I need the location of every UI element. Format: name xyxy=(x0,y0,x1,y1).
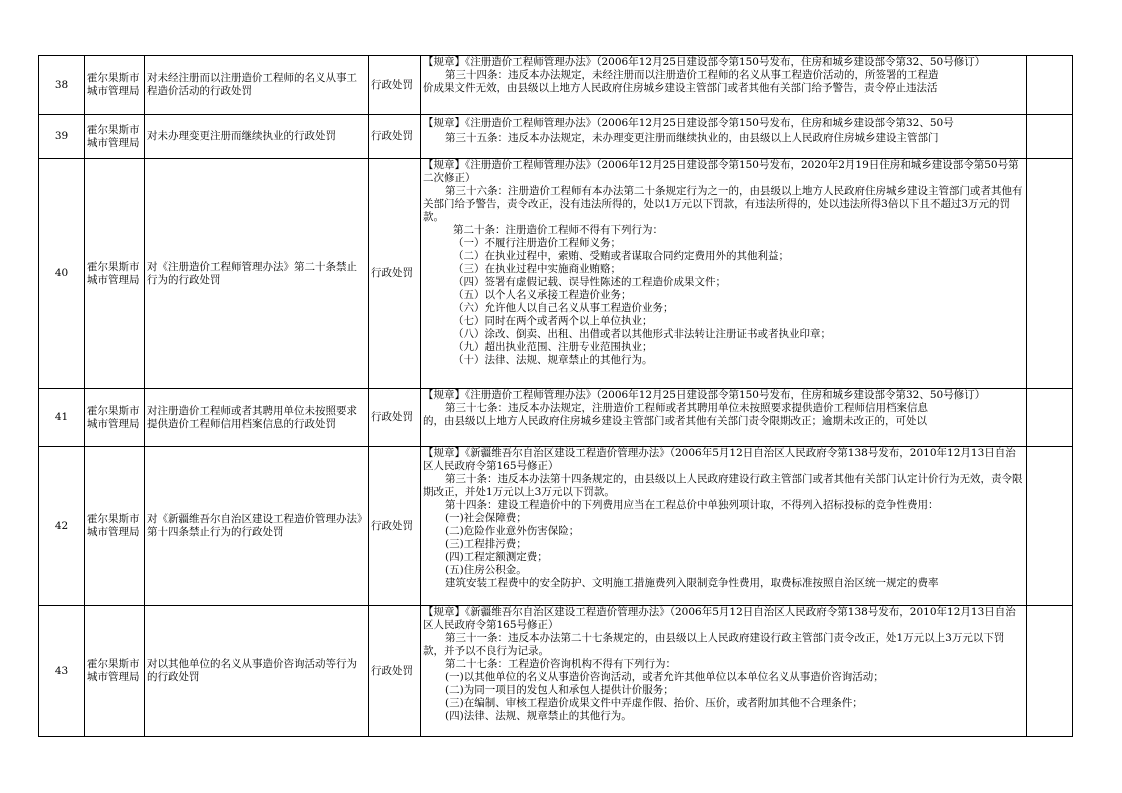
legal-basis-cell xyxy=(421,159,1027,389)
legal-basis-cell xyxy=(421,606,1027,737)
basis-line: (二)危险作业意外伤害保险； xyxy=(445,525,580,537)
penalty-type-cell: 行政处罚 xyxy=(369,56,421,115)
table-row xyxy=(39,389,1073,447)
penalty-table xyxy=(38,55,1073,737)
basis-line: 第三十五条：违反本办法规定，未办理变更注册而继续执业的，由县级以上人民政府住房城乡建设主管部门 xyxy=(445,132,939,144)
basis-line: (四)法律、法规、规章禁止的其他行为。 xyxy=(445,710,632,722)
basis-line: (三)在编制、审核工程造价成果文件中弄虚作假、抬价、压价，或者附加其他不合理条件； xyxy=(445,697,863,709)
penalty-type-cell: 行政处罚 xyxy=(369,389,421,447)
basis-line: 【规章】《注册造价工程师管理办法》（2006年12月25日建设部令第150号发布，住房和城乡建设部令第32、50号修订） xyxy=(423,56,986,68)
department-cell: 霍尔果斯市城市管理局 xyxy=(85,56,145,115)
basis-line: 【规章】《新疆维吾尔自治区建设工程造价管理办法》（2006年5月12日自治区人民政府令第138号发布，2010年12月13日自治区人民政府令第165号修正） xyxy=(423,447,1016,472)
basis-line: （三）在执业过程中实施商业贿赂； xyxy=(453,263,621,275)
item-name-cell: 对未办理变更注册而继续执业的行政处罚 xyxy=(145,115,369,159)
basis-line: (四)工程定额测定费； xyxy=(445,551,548,563)
basis-line: 【规章】《注册造价工程师管理办法》（2006年12月25日建设部令第150号发布，2020年2月19日住房和城乡建设部令第50号第二次修正） xyxy=(423,159,1019,184)
item-name-cell: 对《注册造价工程师管理办法》第二十条禁止行为的行政处罚 xyxy=(145,159,369,389)
remarks-cell xyxy=(1027,447,1073,606)
penalty-type-cell: 行政处罚 xyxy=(369,447,421,606)
table-row xyxy=(39,115,1073,159)
item-name-cell: 对注册造价工程师或者其聘用单位未按照要求提供造价工程师信用档案信息的行政处罚 xyxy=(145,389,369,447)
basis-line: （十）法律、法规、规章禁止的其他行为。 xyxy=(453,354,653,366)
row-number: 40 xyxy=(39,159,85,389)
basis-line: 第三十四条：违反本办法规定，未经注册而以注册造价工程师的名义从事工程造价活动的，所签署的工程造 xyxy=(445,69,939,81)
row-number: 39 xyxy=(39,115,85,159)
basis-line: （九）超出执业范围、注册专业范围执业； xyxy=(453,341,653,353)
row-number: 41 xyxy=(39,389,85,447)
legal-basis-cell xyxy=(421,56,1027,115)
item-name-cell: 对《新疆维吾尔自治区建设工程造价管理办法》第十四条禁止行为的行政处罚 xyxy=(145,447,369,606)
remarks-cell xyxy=(1027,115,1073,159)
basis-line: 第二十条：注册造价工程师不得有下列行为： xyxy=(453,224,663,236)
department-cell: 霍尔果斯市城市管理局 xyxy=(85,389,145,447)
department-cell: 霍尔果斯市城市管理局 xyxy=(85,447,145,606)
basis-line: (一)以其他单位的名义从事造价咨询活动，或者允许其他单位以本单位名义从事造价咨询活动； xyxy=(445,671,884,683)
table-row xyxy=(39,56,1073,115)
remarks-cell xyxy=(1027,56,1073,115)
basis-line: （六）允许他人以自己名义从事工程造价业务； xyxy=(453,302,674,314)
basis-line: 的，由县级以上地方人民政府住房城乡建设主管部门或者其他有关部门责令限期改正；逾期未改正的，可处以 xyxy=(423,415,927,427)
remarks-cell xyxy=(1027,389,1073,447)
basis-line: （二）在执业过程中，索贿、受贿或者谋取合同约定费用外的其他利益； xyxy=(453,250,789,262)
basis-line: 价成果文件无效，由县级以上地方人民政府住房城乡建设主管部门或者其他有关部门给予警告，责令停止违法活 xyxy=(423,82,938,94)
department-cell: 霍尔果斯市城市管理局 xyxy=(85,606,145,737)
remarks-cell xyxy=(1027,606,1073,737)
basis-line: (三)工程排污费； xyxy=(445,538,527,550)
item-name-cell: 对以其他单位的名义从事造价咨询活动等行为的行政处罚 xyxy=(145,606,369,737)
basis-line: （八）涂改、倒卖、出租、出借或者以其他形式非法转让注册证书或者执业印章； xyxy=(453,328,831,340)
basis-line: (五)住房公积金。 xyxy=(445,564,527,576)
basis-line: 【规章】《注册造价工程师管理办法》（2006年12月25日建设部令第150号发布，住房和城乡建设部令第32、50号修订） xyxy=(423,389,986,401)
row-number: 38 xyxy=(39,56,85,115)
basis-line: (二)为同一项目的发包人和承包人提供计价服务； xyxy=(445,684,674,696)
department-cell: 霍尔果斯市城市管理局 xyxy=(85,115,145,159)
table-row xyxy=(39,159,1073,389)
basis-line: 建筑安装工程费中的安全防护、文明施工措施费列入限制竞争性费用，取费标准按照自治区统一规定的费率 xyxy=(445,577,939,589)
remarks-cell xyxy=(1027,159,1073,389)
legal-basis-cell xyxy=(421,115,1027,159)
basis-line: 【规章】《注册造价工程师管理办法》（2006年12月25日建设部令第150号发布，住房和城乡建设部令第32、50号 xyxy=(423,117,954,129)
penalty-type-cell: 行政处罚 xyxy=(369,606,421,737)
penalty-type-cell: 行政处罚 xyxy=(369,159,421,389)
basis-line: 【规章】《新疆维吾尔自治区建设工程造价管理办法》（2006年5月12日自治区人民政府令第138号发布，2010年12月13日自治区人民政府令第165号修正） xyxy=(423,606,1016,631)
row-number: 42 xyxy=(39,447,85,606)
basis-line: 第十四条：建设工程造价中的下列费用应当在工程总价中单独列项计取，不得列入招标投标的竞争性费用： xyxy=(445,499,939,511)
basis-line: 第三十六条：注册造价工程师有本办法第二十条规定行为之一的，由县级以上地方人民政府住房城乡建设主管部门或者其他有关部门给予警告，责令改正，没有违法所得的，处以1万元以下罚款，有违法所得的，处以违法所得3倍以下且不超过3万元的罚款。 xyxy=(423,185,1023,223)
basis-line: 第二十七条：工程造价咨询机构不得有下列行为： xyxy=(445,658,676,670)
table-row xyxy=(39,606,1073,737)
penalty-type-cell: 行政处罚 xyxy=(369,115,421,159)
row-number: 43 xyxy=(39,606,85,737)
item-name-cell: 对未经注册而以注册造价工程师的名义从事工程造价活动的行政处罚 xyxy=(145,56,369,115)
basis-line: 第三十一条：违反本办法第二十七条规定的，由县级以上人民政府建设行政主管部门责令改正，处1万元以上3万元以下罚款，并予以不良行为记录。 xyxy=(423,632,1005,657)
basis-line: （七）同时在两个或者两个以上单位执业； xyxy=(453,315,653,327)
basis-line: （四）签署有虚假记载、误导性陈述的工程造价成果文件； xyxy=(453,276,726,288)
basis-line: 第三十七条：违反本办法规定，注册造价工程师或者其聘用单位未按照要求提供造价工程师信用档案信息 xyxy=(445,402,928,414)
legal-basis-cell xyxy=(421,389,1027,447)
basis-line: （五）以个人名义承接工程造价业务； xyxy=(453,289,632,301)
basis-line: 第三十条：违反本办法第十四条规定的，由县级以上人民政府建设行政主管部门或者其他有关部门认定计价行为无效，责令限期改正，并处1万元以上3万元以下罚款。 xyxy=(423,473,1023,498)
basis-line: （一）不履行注册造价工程师义务； xyxy=(453,237,621,249)
legal-basis-cell xyxy=(421,447,1027,606)
table-row xyxy=(39,447,1073,606)
department-cell: 霍尔果斯市城市管理局 xyxy=(85,159,145,389)
basis-line: (一)社会保障费； xyxy=(445,512,527,524)
